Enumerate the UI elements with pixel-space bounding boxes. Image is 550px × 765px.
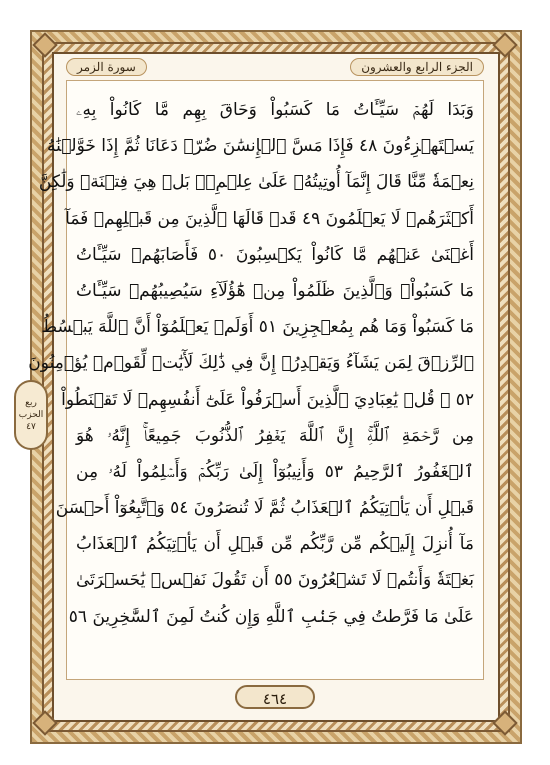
hizb-marker-word: الحزب	[18, 410, 44, 420]
surah-label: سورة الزمر	[66, 58, 147, 76]
verse-line: عَلَىٰ مَا فَرَّطتُ فِي جَنۢبِ ٱللَّهِ وَإِن كُنتُ لَمِنَ ٱلسَّٰخِرِينَ ٥٦	[68, 606, 474, 627]
hizb-marker-word: ربع	[25, 398, 37, 408]
verse-line: أَغۡنَىٰ عَنۡهُم مَّا كَانُواْ يَكۡسِبُونَ ٥٠ فَأَصَابَهُمۡ سَيِّـَٔاتُ	[76, 244, 474, 265]
verse-line: قَبۡلِ أَن يَأۡتِيَكُمُ ٱلۡعَذَابُ ثُمَّ لَا تُنصَرُونَ ٥٤ وَٱتَّبِعُوٓاْ أَحۡسَنَ	[55, 498, 474, 519]
verse-line: مَا كَسَبُواْۚ وَٱلَّذِينَ ظَلَمُواْ مِنۡ هَٰٓؤُلَآءِ سَيُصِيبُهُمۡ سَيِّـَٔاتُ	[76, 280, 474, 301]
hizb-marker-number: ٤٧	[26, 422, 36, 432]
hizb-quarter-marker	[14, 380, 48, 450]
verse-line: أَكۡثَرَهُمۡ لَا يَعۡلَمُونَ ٤٩ قَدۡ قَالَهَا ٱلَّذِينَ مِن قَبۡلِهِمۡ فَمَآ	[65, 208, 474, 229]
verse-line: مِن رَّحۡمَةِ ٱللَّهِۚ إِنَّ ٱللَّهَ يَغۡفِرُ ٱلذُّنُوبَ جَمِيعًاۚ إِنَّهُۥ هُوَ	[76, 425, 474, 446]
verse-line: مَا كَسَبُواْ وَمَا هُم بِمُعۡجِزِينَ ٥١ أَوَلَمۡ يَعۡلَمُوٓاْ أَنَّ ٱللَّهَ يَبۡسُطُ	[41, 317, 474, 338]
verse-line: بَغۡتَةٗ وَأَنتُمۡ لَا تَشۡعُرُونَ ٥٥ أَن تَقُولَ نَفۡسٞ يَٰحَسۡرَتَىٰ	[76, 570, 474, 591]
page-header	[66, 56, 484, 78]
verse-line: يَسۡتَهۡزِءُونَ ٤٨ فَإِذَا مَسَّ ٱلۡإِنسَٰنَ ضُرّٞ دَعَانَا ثُمَّ إِذَا خَوَّلۡنَٰهُ	[46, 136, 474, 157]
verse-line: مَآ أُنزِلَ إِلَيۡكُم مِّن رَّبِّكُم مِّن قَبۡلِ أَن يَأۡتِيَكُمُ ٱلۡعَذَابُ	[76, 534, 474, 555]
verse-line: ٱلۡغَفُورُ ٱلرَّحِيمُ ٥٣ وَأَنِيبُوٓاْ إِلَىٰ رَبِّكُمۡ وَأَسۡلِمُواْ لَهُۥ مِن	[76, 461, 474, 482]
verse-line: وَبَدَا لَهُمۡ سَيِّـَٔاتُ مَا كَسَبُواْ وَحَاقَ بِهِم مَّا كَانُواْ بِهِۦ	[76, 100, 474, 120]
verse-line: ٥٢ ۞ قُلۡ يَٰعِبَادِيَ ٱلَّذِينَ أَسۡرَفُواْ عَلَىٰٓ أَنفُسِهِمۡ لَا تَقۡنَطُواْ	[61, 389, 474, 410]
verse-line: نِعۡمَةٗ مِّنَّا قَالَ إِنَّمَآ أُوتِيتُهُۥ عَلَىٰ عِلۡمِۭۚ بَلۡ هِيَ فِتۡنَةٞ وَلَٰكِنَّ	[38, 172, 474, 193]
verse-line: ٱلرِّزۡقَ لِمَن يَشَآءُ وَيَقۡدِرُۚ إِنَّ فِي ذَٰلِكَ لَأٓيَٰتٖ لِّقَوۡمٖ يُؤۡمِنُونَ	[28, 353, 474, 374]
page-number: ٤٦٤	[235, 685, 315, 709]
juz-label: الجزء الرابع والعشرون	[350, 58, 484, 76]
